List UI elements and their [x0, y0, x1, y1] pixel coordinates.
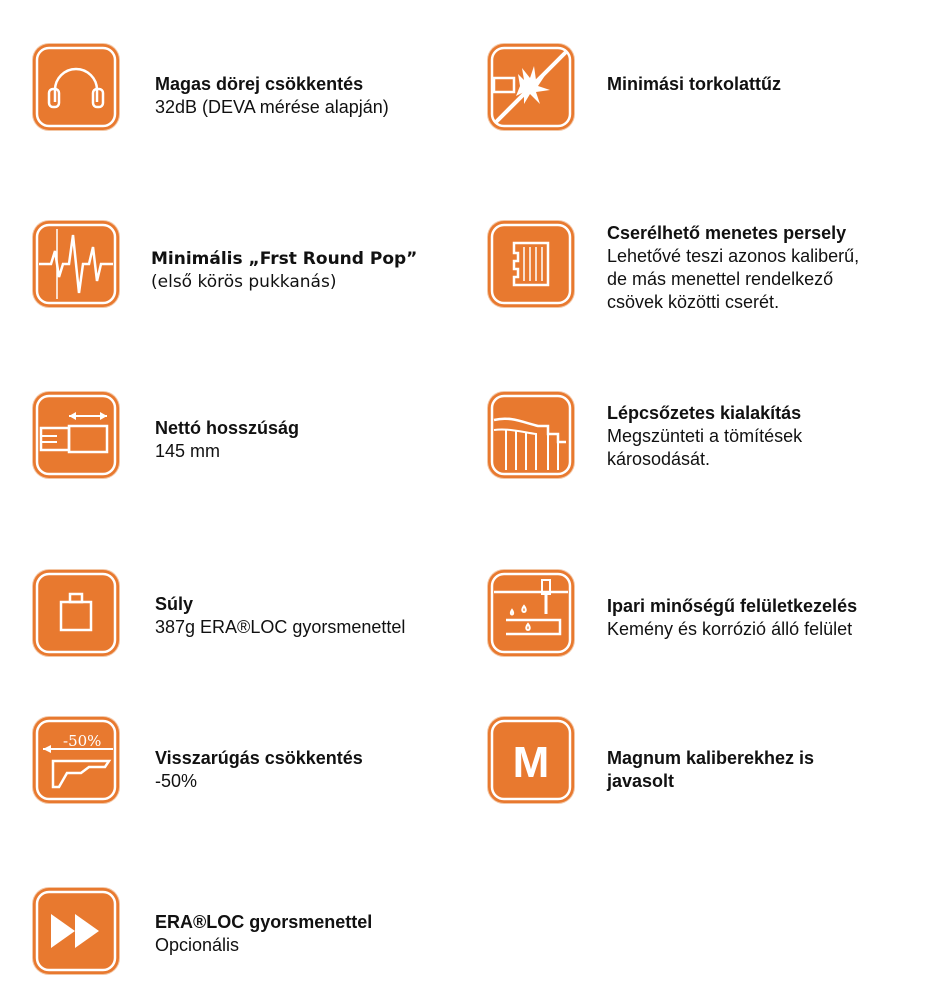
feature-desc: Kemény és korrózió álló felület [607, 619, 853, 639]
magnum-icon-text: M [512, 738, 550, 787]
feature-title: Súly [155, 594, 194, 614]
feature-title: Visszarúgás csökkentés [155, 748, 363, 768]
surface-treatment-icon [488, 570, 574, 656]
stepped-design-icon [488, 392, 574, 478]
feature-desc: Opcionális [155, 935, 240, 955]
feature-title: Lépcsőzetes kialakítás [607, 403, 802, 423]
feature-desc: 32dB (DEVA mérése alapján) [155, 97, 389, 117]
feature-title: Ipari minőségű felületkezelés [607, 596, 858, 616]
weight-icon [33, 570, 119, 656]
feature-title: Magas dörej csökkentés [155, 74, 364, 94]
magnum-m-icon [488, 717, 574, 803]
feature-desc: 387g ERA®LOC gyorsmenettel [155, 617, 406, 637]
feature-title: Cserélhető menetes persely [607, 223, 847, 243]
headphones-icon [33, 44, 119, 130]
waveform-icon [33, 221, 119, 307]
feature-title: Minimási torkolattűz [607, 74, 782, 94]
feature-title: ERA®LOC gyorsmenettel [155, 912, 373, 932]
feature-title: Magnum kaliberekhez is [607, 748, 815, 768]
fast-forward-icon [33, 888, 119, 974]
feature-title: Minimális „Frst Round Pop” [151, 249, 418, 269]
feature-desc: -50% [155, 771, 198, 791]
feature-desc: 145 mm [155, 441, 221, 461]
feature-desc: (első körös pukkanás) [151, 272, 337, 292]
feature-title: Nettó hosszúság [155, 418, 300, 438]
no-muzzle-flash-icon [488, 44, 574, 130]
feature-desc-line: de más menettel rendelkező [607, 269, 834, 289]
feature-desc: javasolt [607, 771, 675, 791]
recoil-reduction-icon [33, 717, 119, 803]
feature-desc-line: csövek közötti cserét. [607, 292, 780, 312]
feature-desc-line: károsodását. [607, 449, 711, 469]
length-arrow-icon [33, 392, 119, 478]
feature-desc-line: Lehetővé teszi azonos kaliberű, [607, 246, 860, 266]
recoil-icon-text: -50% [63, 732, 102, 750]
threaded-sleeve-icon [488, 221, 574, 307]
feature-desc-line: Megszünteti a tömítések [607, 426, 803, 446]
